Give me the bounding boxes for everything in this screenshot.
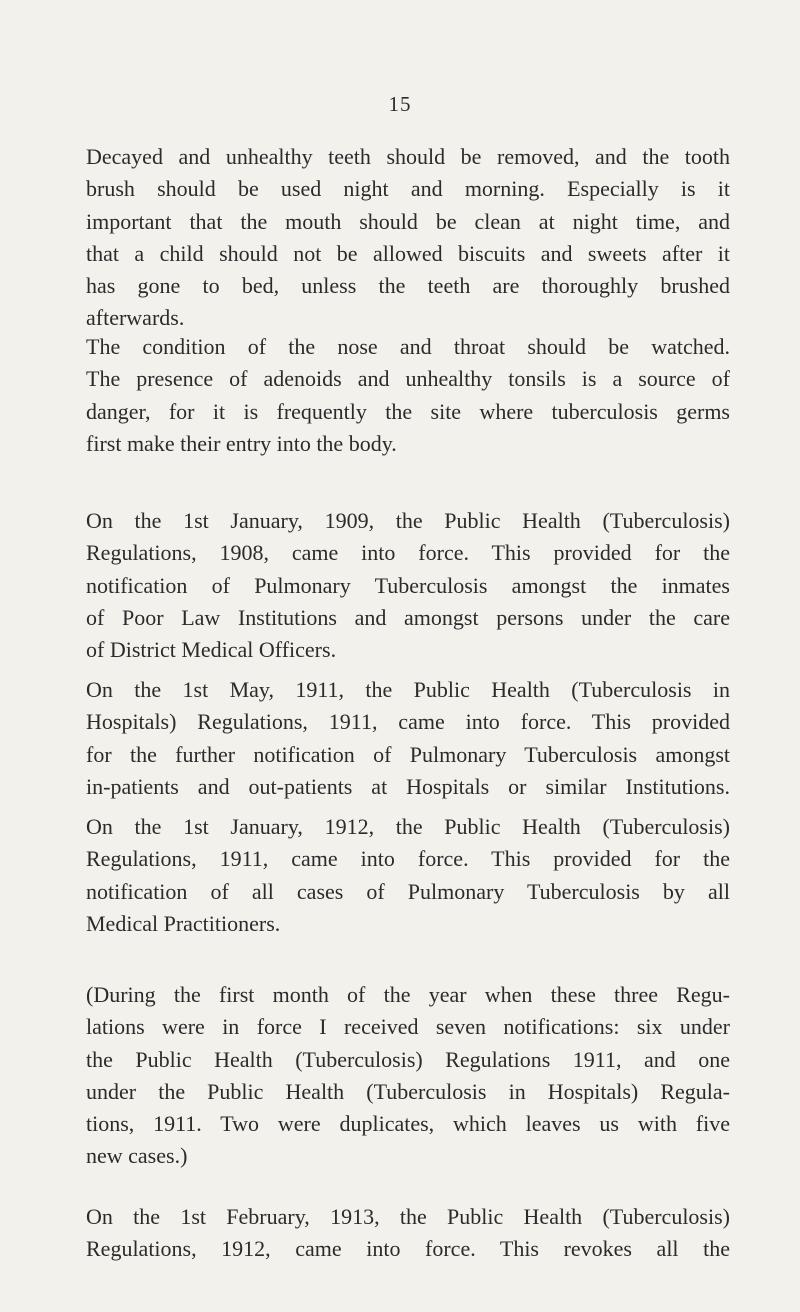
text-line: for the further notification of Pulmonary Tuberculosis amongst [86,741,730,767]
text-line: the Public Health (Tuberculosis) Regulations 1911, and one [86,1046,730,1072]
text-line: of District Medical Officers. [86,637,337,663]
text-line: The condition of the nose and throat should be watched. [86,334,730,359]
text-line: danger, for it is frequently the site where tuberculosis germs [86,398,730,424]
text-line: tions, 1911. Two were duplicates, which leaves us with five [86,1111,730,1137]
text-line: in-patients and out-patients at Hospitals or similar Institutions. [86,773,730,799]
text-line: first make their entry into the body. [86,430,397,456]
text-line: brush should be used night and morning. Especially is it [86,176,730,202]
text-line: Decayed and unhealthy teeth should be removed, and the tooth [86,144,730,169]
text-line: (During the first month of the year when these three Regu- [86,982,730,1007]
text-line: Medical Practitioners. [86,910,281,936]
text-line: important that the mouth should be clean at night time, and [86,208,730,234]
text-line: notification of Pulmonary Tuberculosis amongst the inmates [86,572,730,598]
paragraph-notifications-note [86,979,730,1173]
text-line: The presence of adenoids and unhealthy tonsils is a source of [86,366,730,392]
paragraph-nose-throat [86,331,730,460]
text-line: Regulations, 1912, came into force. This revokes all the [86,1236,730,1262]
text-line: Regulations, 1911, came into force. This provided for the [86,846,730,872]
paragraph-regulations-1911 [86,811,730,940]
text-line: On the 1st January, 1912, the Public Health (Tuberculosis) [86,814,730,839]
text-line: On the 1st May, 1911, the Public Health (Tuberculosis in [86,677,730,702]
text-line: that a child should not be allowed biscuits and sweets after it [86,240,730,266]
paragraph-regulations-1908 [86,505,730,666]
text-line: Regulations, 1908, came into force. This provided for the [86,540,730,566]
page-number: 15 [388,92,412,116]
paragraph-regulations-1912 [86,1201,730,1266]
text-line: Hospitals) Regulations, 1911, came into force. This provided [86,709,730,735]
text-line: On the 1st January, 1909, the Public Health (Tuberculosis) [86,508,730,533]
text-line: under the Public Health (Tuberculosis in Hospitals) Regula- [86,1078,730,1104]
paragraph-hospitals-regulations-1911 [86,674,730,803]
text-line: afterwards. [86,305,185,331]
text-line: lations were in force I received seven notifications: six under [86,1014,730,1040]
text-line: has gone to bed, unless the teeth are thoroughly brushed [86,273,730,299]
text-line: notification of all cases of Pulmonary Tuberculosis by all [86,878,730,904]
text-line: of Poor Law Institutions and amongst persons under the care [86,604,730,630]
text-line: new cases.) [86,1143,188,1169]
text-line: On the 1st February, 1913, the Public Health (Tuberculosis) [86,1204,730,1229]
paragraph-teeth [86,141,730,335]
